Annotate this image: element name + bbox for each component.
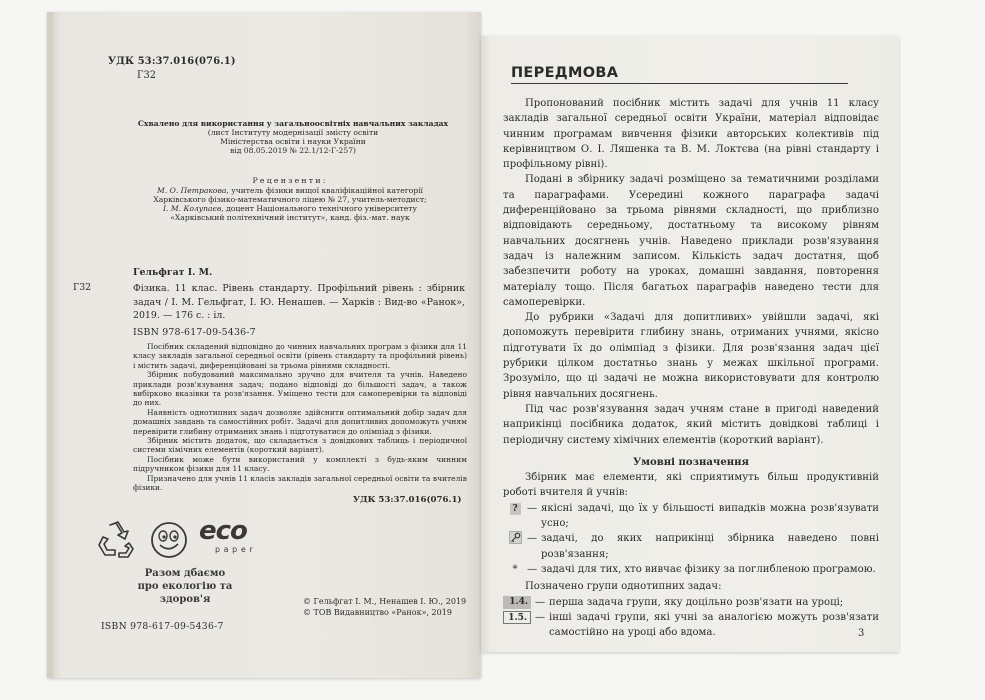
reviewers-heading: Рецензенти:: [252, 176, 328, 185]
reviewer-1: [105, 186, 475, 195]
reviewer-name: М. О. Петракова: [156, 186, 227, 195]
groups-intro: Позначено групи однотипних задач:: [525, 581, 722, 593]
approval-note: [113, 119, 473, 155]
copyright-line: © Гельфгат І. М., Ненашев І. Ю., 2019: [303, 597, 467, 606]
legend-item-asterisk: [503, 562, 879, 577]
legend-text: якісні задачі, що їх у більшості випадків можна розв'язувати усно;: [541, 502, 879, 530]
copyright-line: © ТОВ Видавництво «Ранок», 2019: [303, 608, 452, 618]
approval-line: Міністерства освіти і науки України: [220, 137, 366, 146]
isbn-bottom: ISBN 978-617-09-5436-7: [101, 621, 224, 632]
recycle-icon: [95, 519, 137, 561]
eco-logo-subtext: paper: [215, 545, 257, 554]
index-code: Г32: [137, 70, 156, 81]
annotation-paragraph: Збірник містить додаток, що складається з довідкових таблиць і періодичної системи хімічних елементів (короткий варіант).: [133, 436, 467, 455]
preface-body: [503, 96, 879, 640]
dash: —: [535, 596, 546, 608]
reviewer-affiliation: Харківського фізико-математичного ліцею № 27, учитель-методист;: [153, 195, 427, 204]
reviewer-role: , доцент Національного технічного університету: [221, 204, 417, 213]
udk-code: УДК 53:37.016(076.1): [108, 56, 236, 67]
dash: —: [527, 533, 538, 545]
group-item-first: [503, 595, 879, 610]
question-box-icon: ?: [503, 501, 527, 516]
annotation-paragraph: Посібник складений відповідно до чинних навчальних програм з фізики для 11 класу закладів загальної середньої освіти (рівень стандарту та профільний рівень) і містить задачі, диференційовані за трьома рівнями складності.: [133, 342, 467, 370]
copyright-block: [303, 596, 466, 619]
problem-number-filled: 1.4.: [503, 596, 531, 609]
dash: —: [527, 502, 538, 514]
page-title: ПЕРЕДМОВА: [511, 65, 619, 81]
eco-logo-text: eco: [199, 516, 247, 546]
key-icon: [503, 531, 527, 547]
right-page-preface: [481, 36, 899, 652]
group-text: перша задача групи, яку доцільно розв'язати на уроці;: [549, 596, 844, 608]
dash: —: [527, 563, 538, 575]
reviewer-role: , учитель фізики вищої кваліфікаційної категорії: [226, 186, 423, 195]
group-text: інші задачі групи, які учні за аналогією можуть розв'язати самостійно на уроці або вдома.: [549, 611, 879, 639]
legend-text: задачі, до яких наприкінці збірника наведено повні розв'язання;: [541, 533, 879, 560]
asterisk-icon: *: [512, 563, 518, 575]
eco-caption-line: про екологію та здоров'я: [137, 581, 233, 605]
title-underline: [511, 83, 848, 84]
preface-paragraph: Подані в збірнику задачі розміщено за тематичними розділами та параграфами. Усередині кожного параграфа задачі диференційовано за трьома рівнями складності, що приблизно відповідають середньому, достатньому та високому рівням навчальних досягнень учнів. Наведено приклади розв'язування задач із належним записом. Кількість задач достатня, щоб забезпечити роботу на уроках, домашні завдання, повторення матеріалу тощо. Після багатьох параграфів наведено тести для самоперевірки.: [503, 174, 879, 308]
legend-item-key: [503, 531, 879, 562]
eco-logos: [95, 517, 265, 567]
legend-item-question: [503, 501, 879, 532]
annotation-paragraph: Збірник побудований максимально зручно для вчителя та учнів. Наведено приклади розв'язування задач; подано відповіді до більшості задач, а також вибірково вказівки та розв'язання. Уміщено тести для самоперевірки та відповіді до них.: [133, 370, 467, 408]
approval-line: від 08.05.2019 № 22.1/12-Г-257): [229, 146, 357, 155]
group-item-other: [503, 610, 879, 641]
legend-intro: Збірник має елементи, які сприятимуть більш продуктивній роботі вчителя й учнів:: [503, 472, 879, 499]
index-code-mid: Г32: [73, 282, 92, 293]
eco-caption-line: Разом дбаємо: [144, 568, 226, 579]
reviewers-block: [105, 176, 475, 222]
smiley-icon: [149, 520, 189, 560]
reviewer-affiliation: «Харківський політехнічний інститут», канд. фіз.-мат. наук: [170, 213, 410, 222]
approval-line: (лист Інституту модернізації змісту освіти: [207, 128, 379, 137]
preface-paragraph: Пропонований посібник містить задачі для учнів 11 класу закладів загальної середньої освіти України, матеріал відповідає чинним програмам вивчення фізики авторських колективів під керівництвом О. І. Ляшенка та В. М. Локтєва (на рівні стандарту і профільному рівні).: [503, 98, 879, 171]
page-number: 3: [858, 628, 865, 639]
annotation-paragraph: Посібник може бути використаний у комплекті з будь-яким чинним підручником фізики для 11 класу.: [133, 454, 467, 474]
preface-paragraph: До рубрики «Задачі для допитливих» увійшли задачі, які допоможуть перевірити глибину знань, отриманих учнями, якісно підготувати їх до олімпіад з фізики. Для розв'язання задач цієї рубрики цілком достатньо знань у межах шкільної програми. Зрозуміло, що ці задачі не можна використовувати для контролю рівня навчальних досягнень.: [503, 312, 879, 400]
eco-paper-logo: [199, 517, 269, 554]
legend-heading: Умовні позначення: [633, 456, 749, 468]
bibliographic-description: Фізика. 11 клас. Рівень стандарту. Профільний рівень : збірник задач / І. М. Гельфгат, І. Ю. Ненашев. — Харків : Вид-во «Ранок», 2019. — 176 с. : іл.: [133, 283, 465, 321]
dash: —: [535, 611, 546, 623]
legend-text: задачі для тих, хто вивчає фізику за поглибленою програмою.: [541, 563, 876, 575]
reviewer-2: [105, 204, 475, 213]
annotation-paragraph: Призначено для учнів 11 класів закладів загальної середньої освіти та вчителів фізики.: [133, 473, 467, 493]
author-name: Гельфгат І. М.: [133, 267, 213, 278]
left-page-imprint: [47, 12, 481, 678]
udk-code-bottom: УДК 53:37.016(076.1): [353, 495, 462, 505]
annotation-paragraph: Наявність однотипних задач дозволяє здійснити оптимальний добір задач для домашніх завдань та самостійних робіт. Задачі для допитливих допоможуть учням перевірити глибину отриманих знань і підготуватися до олімпіад з фізики.: [133, 407, 467, 436]
preface-paragraph: Під час розв'язування задач учням стане в пригоді наведений наприкінці посібника додаток, який містить довідкові таблиці і періодичну систему хімічних елементів (короткий варіант).: [503, 403, 879, 446]
reviewer-name: І. М. Колупаєв: [163, 204, 222, 213]
approval-line: Схвалено для використання у загальноосвітніх навчальних закладах: [137, 119, 449, 128]
eco-caption: [115, 567, 255, 606]
problem-number-outlined: 1.5.: [503, 611, 531, 624]
annotation: [133, 342, 467, 493]
isbn: ISBN 978-617-09-5436-7: [133, 327, 256, 338]
open-book: [47, 12, 927, 680]
